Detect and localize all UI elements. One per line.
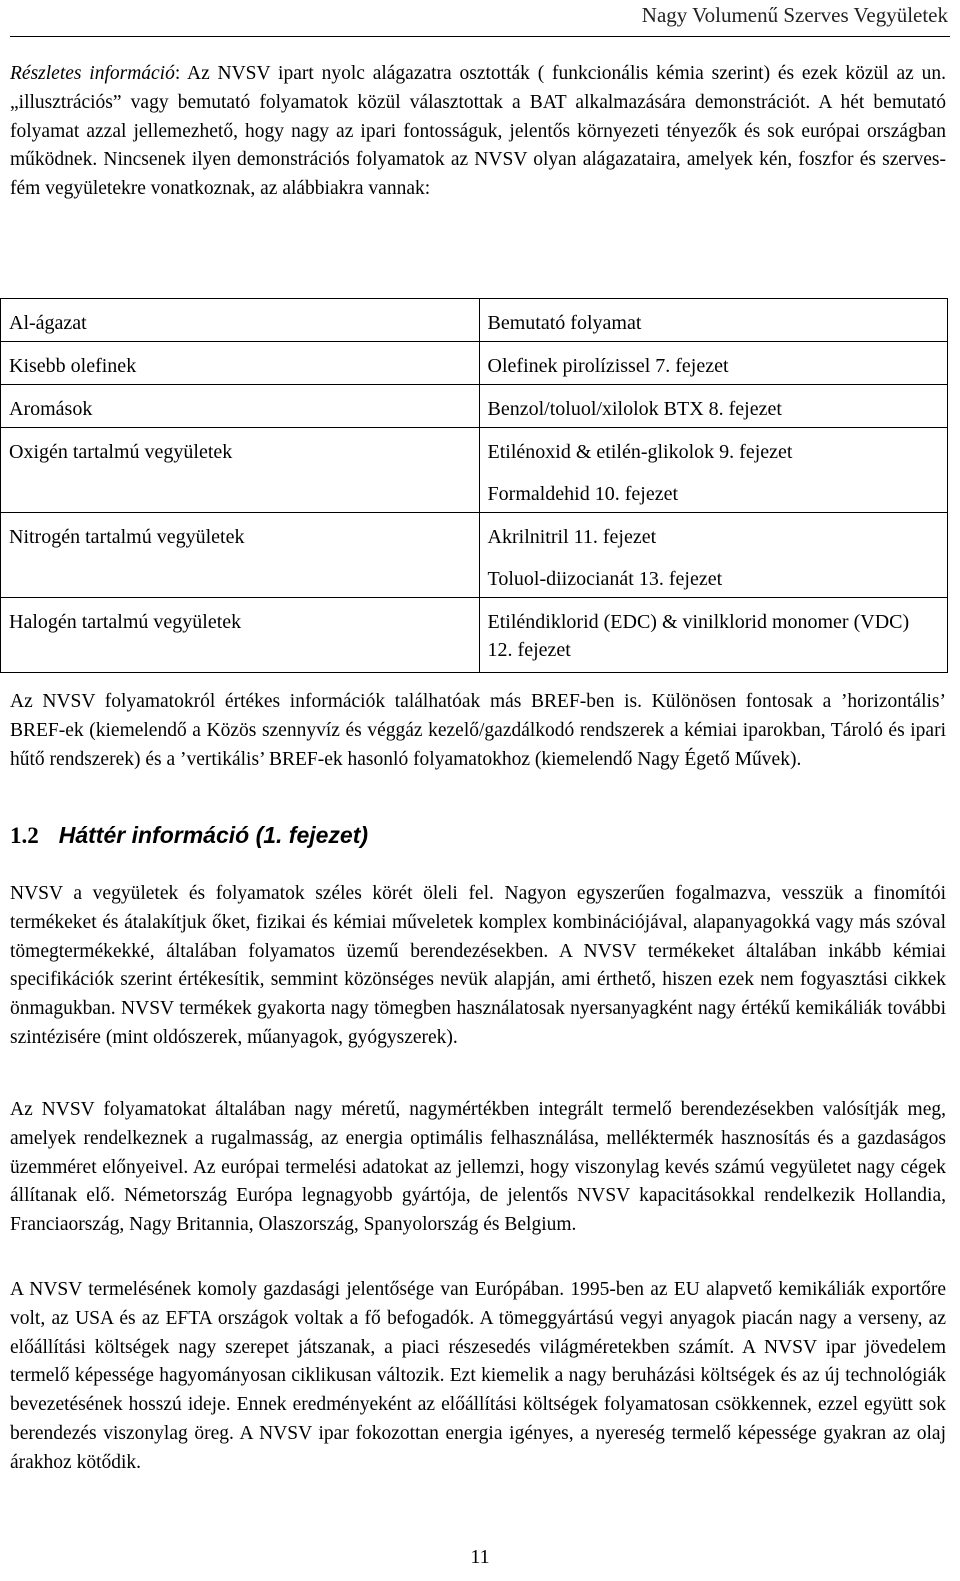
background-paragraph-3: A NVSV termelésének komoly gazdasági jelentősége van Európában. 1995-ben az EU alapvető kemikáliák exportőre volt, az USA és az EFTA országok voltak a fő befogadók. A tömeggyártású vegyi anyagok piacán nagy a verseny, az előállítási költségek nagy szerepet játszanak, a piaci részesedés világméretekben számít. A NVSV ipar jövedelem termelő képessége hagyományosan ciklikusan változik. Ezt kiemelik a nagy beruházási költségek és az új technológiák bevezetésének hosszú ideje. Ennek eredményeként az előállítási költségek folyamatosan csökkennek, ezzel együtt sok berendezés viszonylag öreg. A NVSV ipar fokozottan energia igényes, a nyereség termelő képessége gyakran az olaj árakhoz kötődik. — [10, 1279, 946, 1473]
header-title: Nagy Volumenű Szerves Vegyületek — [641, 3, 948, 27]
table-cell-subsector: Aromások — [1, 385, 480, 428]
table-row — [1, 342, 948, 385]
section-title: Háttér információ (1. fejezet) — [58, 822, 369, 848]
table-header-right: Bemutató folyamat — [479, 299, 947, 342]
table-row — [1, 513, 948, 598]
table-header-left: Al-ágazat — [1, 299, 480, 342]
intro-label: Részletes információ — [10, 63, 175, 84]
section-number: 1.2 — [10, 823, 39, 848]
table-cell-process: Etilénoxid & etilén-glikolok 9. fejezet Formaldehid 10. fejezet — [479, 428, 947, 513]
table-cell-subsector: Oxigén tartalmú vegyületek — [1, 428, 480, 513]
table-row — [1, 385, 948, 428]
intro-paragraph — [10, 60, 946, 204]
table-cell-process: Benzol/toluol/xilolok BTX 8. fejezet — [479, 385, 947, 428]
table-header-row — [1, 299, 948, 342]
table-cell-process: Olefinek pirolízissel 7. fejezet — [479, 342, 947, 385]
table-cell-process: Etiléndiklorid (EDC) & vinilklorid monomer (VDC) 12. fejezet — [479, 598, 947, 673]
page-number: 11 — [470, 1546, 490, 1568]
background-paragraph-1: NVSV a vegyületek és folyamatok széles körét öleli fel. Nagyon egyszerűen fogalmazva, vesszük a finomítói termékeket és átalakítjuk őket, fizikai és kémiai műveletek komplex kombinációjával, alapanyagokká vagy más szóval tömegtermékekké, általában folyamatos üzemű berendezésekben. A NVSV termékeket általában inkább kémiai specifikációk szerint értékesítik, semmint közönséges nevük alapján, ami érthető, hiszen ezek nem fogyasztási cikkek önmagukban. NVSV termékek gyakorta nagy tömegben használatosak nyersanyagként nagy értékű kemikáliák további szintézisére (mint oldószerek, műanyagok, gyógyszerek). — [10, 883, 946, 1048]
background-paragraph-2: Az NVSV folyamatokat általában nagy méretű, nagymértékben integrált termelő berendezésekben valósítják meg, amelyek rendelkeznek a rugalmasság, az energia optimális felhasználása, melléktermék hasznosítás és a gazdaságos üzemméret előnyeivel. Az európai termelési adatokat az jellemzi, hogy viszonylag kevés számú vegyületet nagy cégek állítanak elő. Németország Európa legnagyobb gyártója, de jelentős NVSV kapacitásokkal rendelkezik Hollandia, Franciaország, Nagy Britannia, Olaszország, Spanyolország és Belgium. — [10, 1099, 946, 1236]
table-cell-subsector: Halogén tartalmú vegyületek — [1, 598, 480, 673]
intro-text: : Az NVSV ipart nyolc alágazatra osztották ( funkcionális kémia szerint) és ezek közül az un. „illusztrációs” vagy bemutató folyamatok közül választottak a BAT alkalmazására demonstrációt. A hét bemutató folyamat azzal jellemezhető, hogy nagy az ipari fontosságuk, jelentős környezeti tényezők és sok európai országban működnek. Nincsenek ilyen demonstrációs folyamatok az NVSV olyan alágazataira, amelyek kén, foszfor és szerves-fém vegyületekre vonatkoznak, az alábbiakra vannak: — [10, 63, 946, 200]
table-cell-subsector: Kisebb olefinek — [1, 342, 480, 385]
table-row — [1, 598, 948, 673]
subsector-table — [0, 298, 948, 673]
bref-paragraph: Az NVSV folyamatokról értékes információk találhatóak más BREF-ben is. Különösen fontosak a ’horizontális’ BREF-ek (kiemelendő a Közös szennyvíz és véggáz kezelő/gazdálkodó rendszerek a kémiai iparokban, Tároló és ipari hűtő rendszerek) és a ’vertikális’ BREF-ek hasonló folyamatokhoz (kiemelendő Nagy Égető Művek). — [10, 691, 946, 770]
page-header — [10, 0, 950, 37]
table-row — [1, 428, 948, 513]
table-cell-process: Akrilnitril 11. fejezet Toluol-diizocianát 13. fejezet — [479, 513, 947, 598]
table-cell-subsector: Nitrogén tartalmú vegyületek — [1, 513, 480, 598]
section-heading — [10, 822, 368, 849]
